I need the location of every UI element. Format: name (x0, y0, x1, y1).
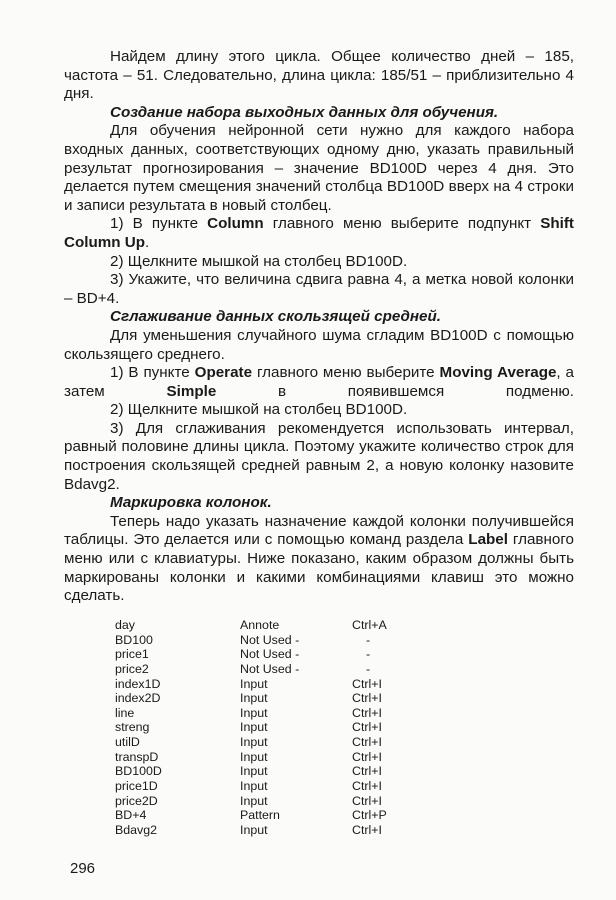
heading-smoothing: Сглаживание данных скользящей средней. (110, 308, 441, 326)
column-name-cell: line (115, 705, 135, 720)
shortcut-cell: Ctrl+I (352, 691, 382, 706)
table-row (115, 808, 436, 823)
paragraph-step-shift-amount: 3) Укажите, что величина сдвига равна 4, а метка новой колонки – BD+4. (64, 271, 574, 307)
table-row (115, 691, 436, 706)
menu-label: Label (468, 531, 508, 549)
column-role-cell: Input (240, 720, 268, 735)
heading-output-data: Создание набора выходных данных для обучения. (110, 103, 499, 121)
table-row (115, 750, 436, 765)
column-name-cell: utilD (115, 735, 140, 750)
shortcut-cell: Ctrl+I (352, 779, 382, 794)
table-row (115, 735, 436, 750)
submenu-moving-average: Moving Average (439, 364, 557, 382)
shortcut-cell: Ctrl+A (352, 618, 387, 632)
column-role-cell: Input (240, 793, 268, 808)
column-role-cell: Not Used - (240, 661, 300, 676)
table-row (115, 720, 436, 735)
shortcut-cell: Ctrl+I (352, 735, 382, 750)
column-name-cell: price1D (115, 779, 158, 794)
heading-marking: Маркировка колонок. (110, 494, 272, 512)
paragraph-step-shift: 1) В пункте Column главного меню выберите подпункт Shift Column Up. (64, 215, 574, 251)
column-name-cell: price2D (115, 793, 158, 808)
shortcut-cell: Ctrl+P (352, 808, 387, 823)
shortcut-cell: Ctrl+I (352, 764, 382, 779)
column-name-cell: index2D (115, 691, 161, 706)
column-name-cell: price1 (115, 647, 149, 662)
column-role-cell: Input (240, 691, 268, 706)
paragraph-step-interval: 3) Для сглаживания рекомендуется использовать интервал, равный половине длины цикла. Поэтому укажите количество строк для построения скользящей средней равным 2, а новую колонку назовите Bdavg2. (64, 419, 574, 493)
paragraph-noise: Для уменьшения случайного шума сгладим BD100D с помощью скользящего среднего. (64, 326, 574, 363)
shortcut-cell: Ctrl+I (352, 705, 382, 720)
paragraph-step-click: 2) Щелкните мышкой на столбец BD100D. (110, 252, 408, 270)
column-name-cell: price2 (115, 661, 149, 676)
shortcut-cell: - (366, 647, 371, 662)
submenu-shift-column-up: Shift Column Up (64, 215, 574, 251)
paragraph-step-operate: 1) В пункте Operate главного меню выберите Moving Average, а затем Simple в появившемся подменю. (64, 364, 574, 400)
table-row (115, 794, 436, 809)
page-text (64, 48, 574, 606)
shortcut-cell: Ctrl+I (352, 793, 382, 808)
menu-column: Column (207, 215, 264, 233)
table-row (115, 779, 436, 794)
shortcut-cell: Ctrl+I (352, 822, 382, 837)
column-role-cell: Input (240, 705, 268, 720)
table-row (115, 633, 436, 648)
column-role-cell: Not Used - (240, 632, 300, 647)
column-label-table (115, 618, 436, 838)
paragraph-training-output: Для обучения нейронной сети нужно для каждого набора входных данных, соответствующих одному дню, указать правильный результат прогнозирования – значение BD100D через 4 дня. Это делается путем смещения значений столбца BD100D вверх на 4 строки и записи результата в новый столбец. (64, 122, 574, 214)
column-role-cell: Input (240, 822, 268, 837)
column-name-cell: BD100D (115, 764, 162, 779)
submenu-simple: Simple (166, 382, 217, 400)
paragraph-cycle-length: Найдем длину этого цикла. Общее количество дней – 185, частота – 51. Следовательно, длина цикла: 185/51 – приблизительно 4 дня. (64, 48, 574, 103)
column-role-cell: Input (240, 749, 268, 764)
table-row (115, 677, 436, 692)
shortcut-cell: Ctrl+I (352, 749, 382, 764)
shortcut-cell: Ctrl+I (352, 676, 382, 691)
shortcut-cell: Ctrl+I (352, 720, 382, 735)
shortcut-cell: - (366, 661, 371, 676)
table-row (115, 662, 436, 677)
column-role-cell: Pattern (240, 808, 280, 823)
column-name-cell: transpD (115, 749, 159, 764)
column-role-cell: Input (240, 676, 268, 691)
column-role-cell: Input (240, 764, 268, 779)
table-row (115, 647, 436, 662)
table-row (115, 823, 436, 838)
menu-operate: Operate (194, 364, 253, 382)
paragraph-step-click-2: 2) Щелкните мышкой на столбец BD100D. (110, 401, 408, 419)
column-name-cell: Bdavg2 (115, 822, 158, 837)
shortcut-cell: - (366, 632, 371, 647)
column-name-cell: streng (115, 720, 150, 735)
column-name-cell: BD100 (115, 632, 153, 647)
column-role-cell: Input (240, 735, 268, 750)
column-name-cell: index1D (115, 676, 161, 691)
column-role-cell: Annote (240, 618, 280, 632)
column-name-cell: BD+4 (115, 808, 147, 823)
table-row (115, 618, 436, 633)
paragraph-marking: Теперь надо указать назначение каждой колонки получившейся таблицы. Это делается или с помощью команд раздела Label главного меню или с клавиатуры. Ниже показано, каким образом должны быть маркированы колонки и какими комбинациями клавиш это можно сделать. (64, 512, 574, 605)
table-row (115, 706, 436, 721)
column-role-cell: Not Used - (240, 647, 300, 662)
table-row (115, 764, 436, 779)
page-number: 296 (70, 860, 96, 877)
column-role-cell: Input (240, 779, 268, 794)
column-name-cell: day (115, 618, 135, 632)
